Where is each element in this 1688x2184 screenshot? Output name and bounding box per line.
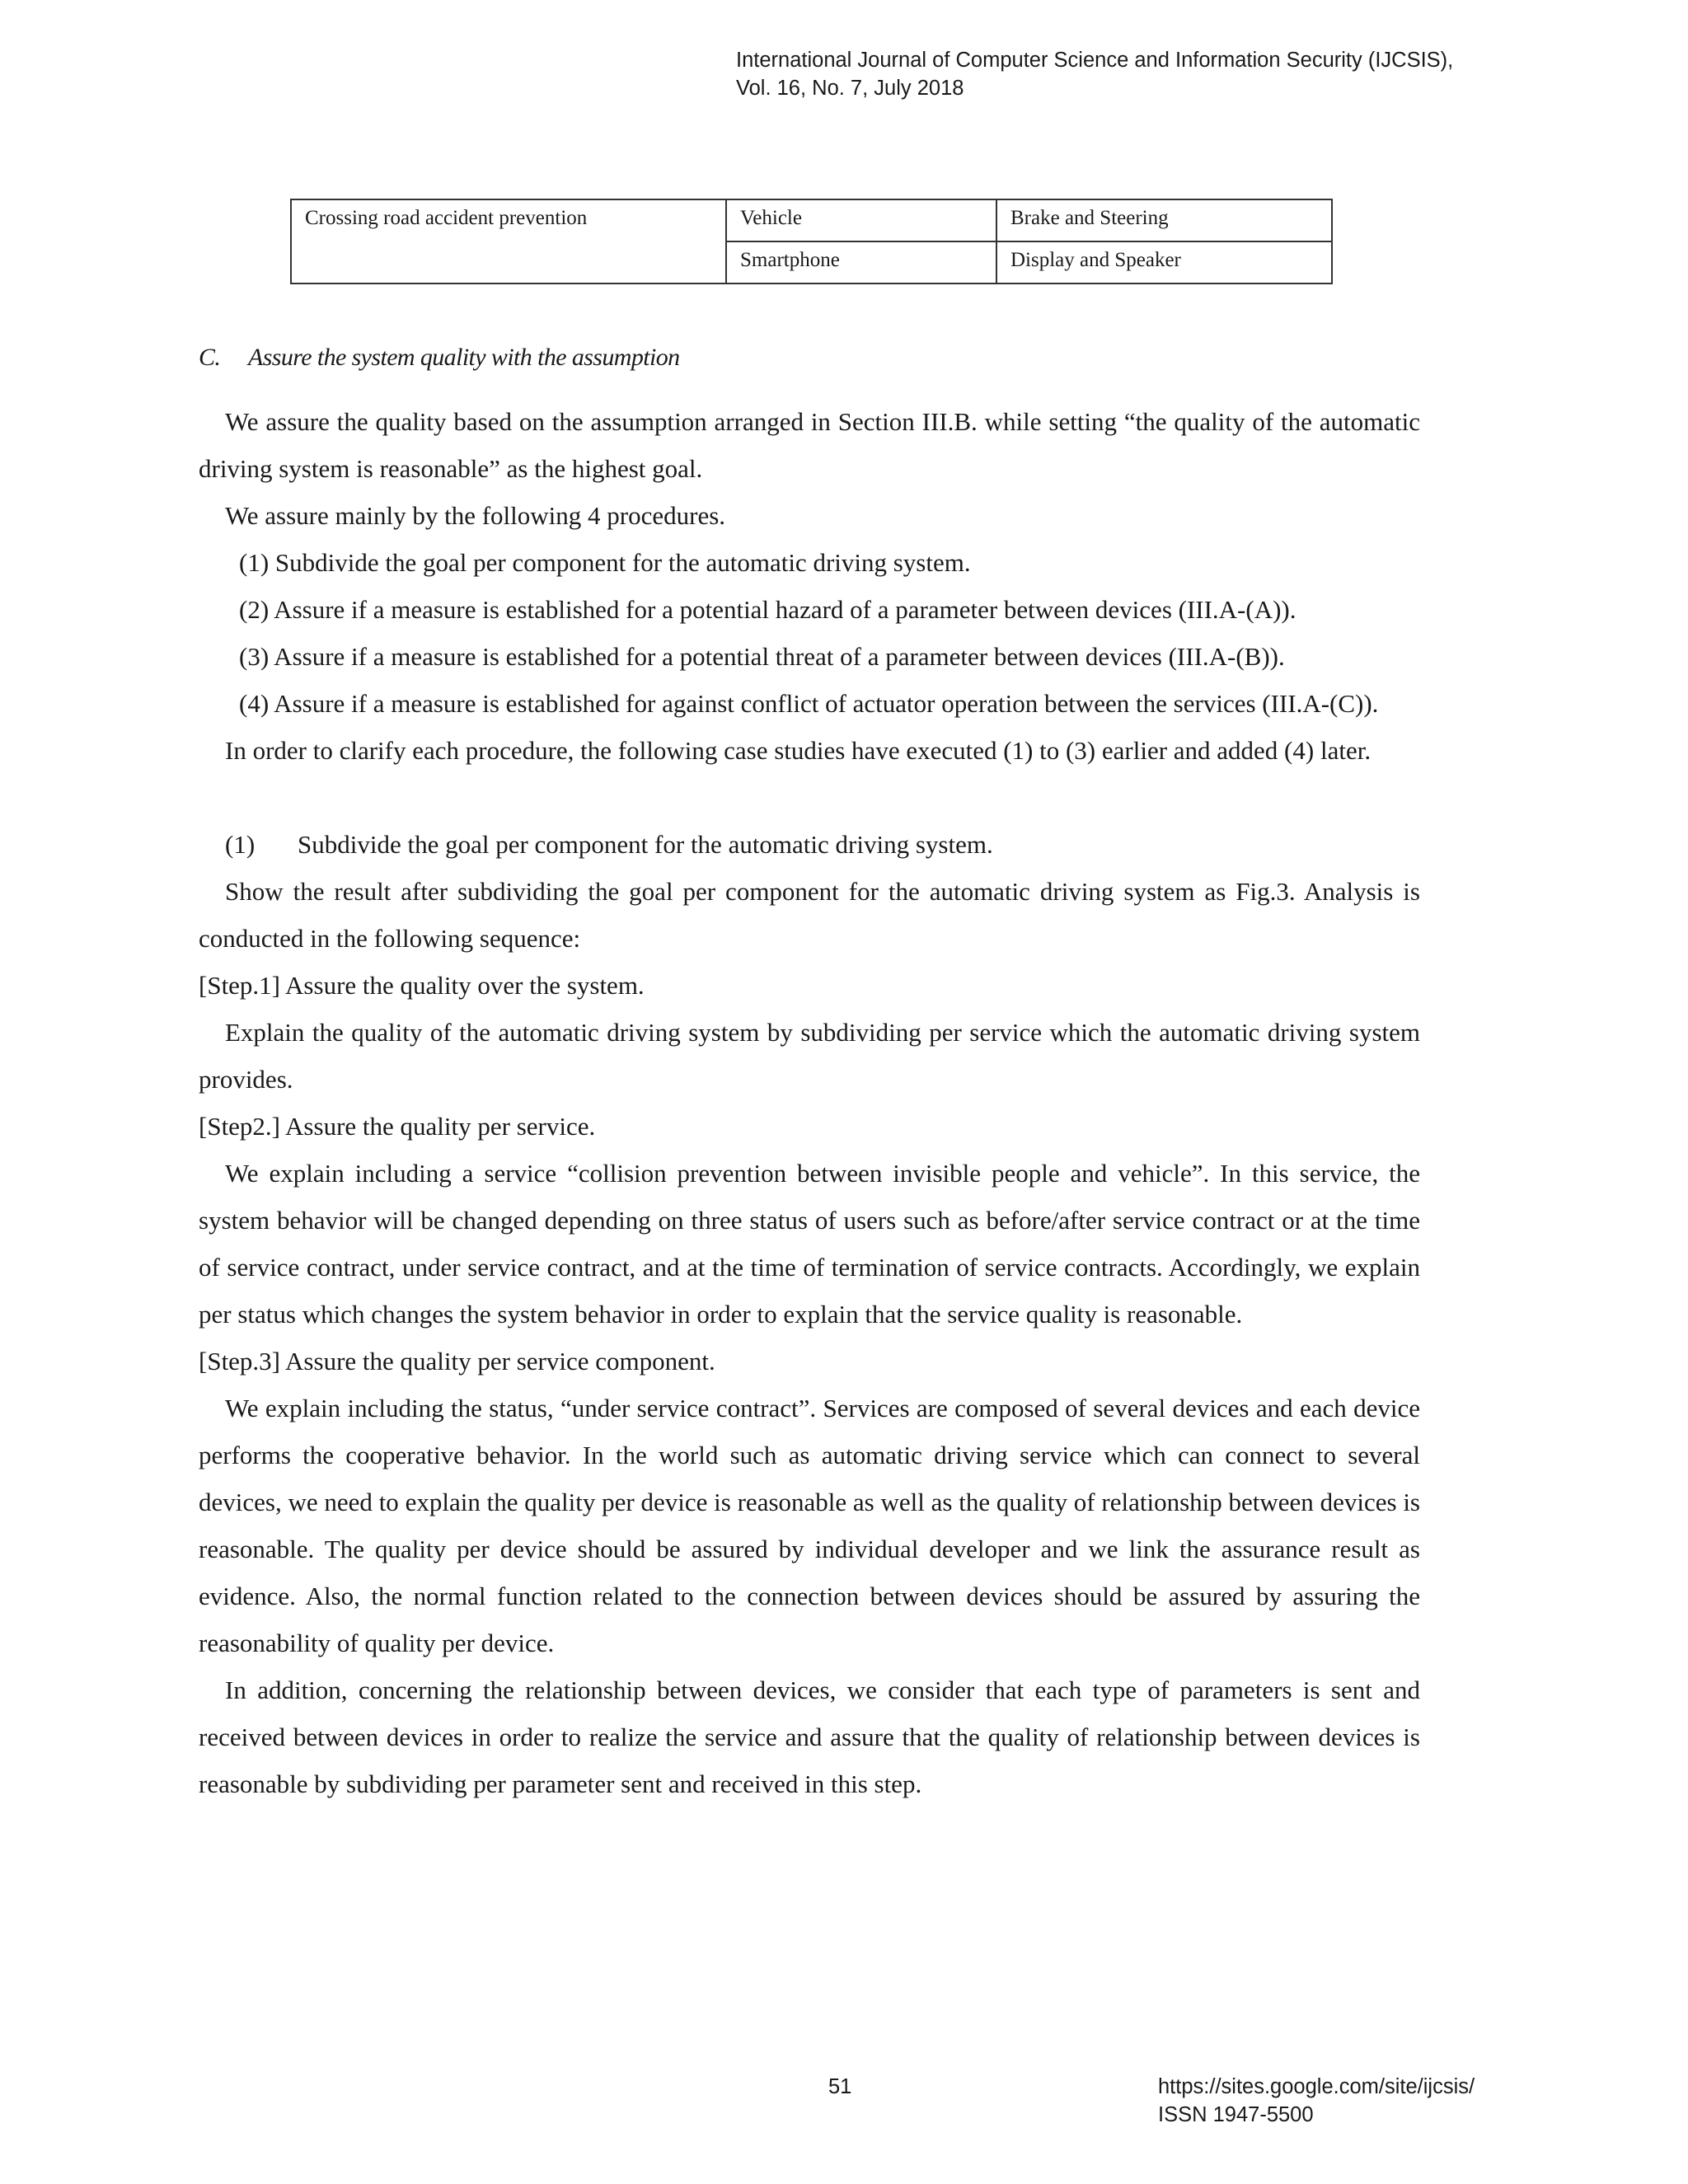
procedure-item: (4) Assure if a measure is established for against conflict of actuator operation between the services (III.A-(C)). — [239, 689, 1379, 718]
footer-info — [1158, 2073, 1475, 2129]
section-title: Assure the system quality with the assumption — [248, 344, 680, 371]
page-number: 51 — [828, 2075, 852, 2098]
procedure-item: (2) Assure if a measure is established for a potential hazard of a parameter between devices (III.A-(A)). — [239, 595, 1296, 624]
paragraph: Explain the quality of the automatic driving system by subdividing per service which the automatic driving system provides. — [199, 1018, 1420, 1094]
subsection-heading — [199, 821, 1420, 868]
paragraph: Show the result after subdividing the goal per component for the automatic driving system as Fig.3. Analysis is conducted in the following sequence: — [199, 877, 1420, 953]
footer-url: https://sites.google.com/site/ijcsis/ — [1158, 2075, 1475, 2098]
table-cell-device: Smartphone — [726, 241, 996, 284]
procedure-item: (3) Assure if a measure is established for a potential threat of a parameter between devices (III.A-(B)). — [239, 642, 1285, 671]
subsection-number: (1) — [225, 830, 256, 859]
table-cell-service: Crossing road accident prevention — [291, 199, 726, 284]
journal-title: International Journal of Computer Science and Information Security (IJCSIS), — [736, 49, 1454, 72]
table-row — [291, 199, 1332, 241]
paragraph: We explain including the status, “under service contract”. Services are composed of several devices and each device performs the cooperative behavior. In the world such as automatic driving service which can connect to several devices, we need to explain the quality per device is reasonable as well as the quality of relationship between devices is reasonable. The quality per device should be assured by individual developer and we link the assurance result as evidence. Also, the normal function related to the connection between devices should be assured by assuring the reasonability of quality per device. — [199, 1394, 1420, 1657]
footer-issn: ISSN 1947-5500 — [1158, 2103, 1314, 2126]
procedure-item: (1) Subdivide the goal per component for the automatic driving system. — [239, 548, 971, 577]
section-number: C. — [199, 344, 221, 371]
journal-volume: Vol. 16, No. 7, July 2018 — [736, 77, 964, 100]
step-heading: [Step2.] Assure the quality per service. — [199, 1112, 596, 1141]
step-heading: [Step.3] Assure the quality per service component. — [199, 1347, 715, 1376]
table-cell-device: Vehicle — [726, 199, 996, 241]
table-cell-actuator: Brake and Steering — [996, 199, 1332, 241]
journal-header — [736, 46, 1453, 102]
paragraph: We assure the quality based on the assumption arranged in Section III.B. while setting “the quality of the automatic driving system is reasonable” as the highest goal. — [199, 407, 1420, 483]
paragraph: In order to clarify each procedure, the following case studies have executed (1) to (3) earlier and added (4) later. — [225, 736, 1372, 765]
paragraph: In addition, concerning the relationship between devices, we consider that each type of parameters is sent and received between devices in order to realize the service and assure that the quality of relationship between devices is reasonable by subdividing per parameter sent and received in this step. — [199, 1675, 1420, 1798]
table-cell-actuator: Display and Speaker — [996, 241, 1332, 284]
body-text — [199, 398, 1420, 1807]
paragraph: We explain including a service “collision prevention between invisible people and vehicle”. In this service, the system behavior will be changed depending on three status of users such as before/after service contract or at the time of service contract, under service contract, and at the time of termination of service contracts. Accordingly, we explain per status which changes the system behavior in order to explain that the service quality is reasonable. — [199, 1159, 1420, 1329]
paragraph: We assure mainly by the following 4 procedures. — [225, 501, 726, 530]
subsection-title: Subdivide the goal per component for the automatic driving system. — [298, 830, 993, 859]
step-heading: [Step.1] Assure the quality over the system. — [199, 971, 645, 1000]
service-device-table — [290, 199, 1333, 284]
section-heading — [199, 344, 680, 372]
